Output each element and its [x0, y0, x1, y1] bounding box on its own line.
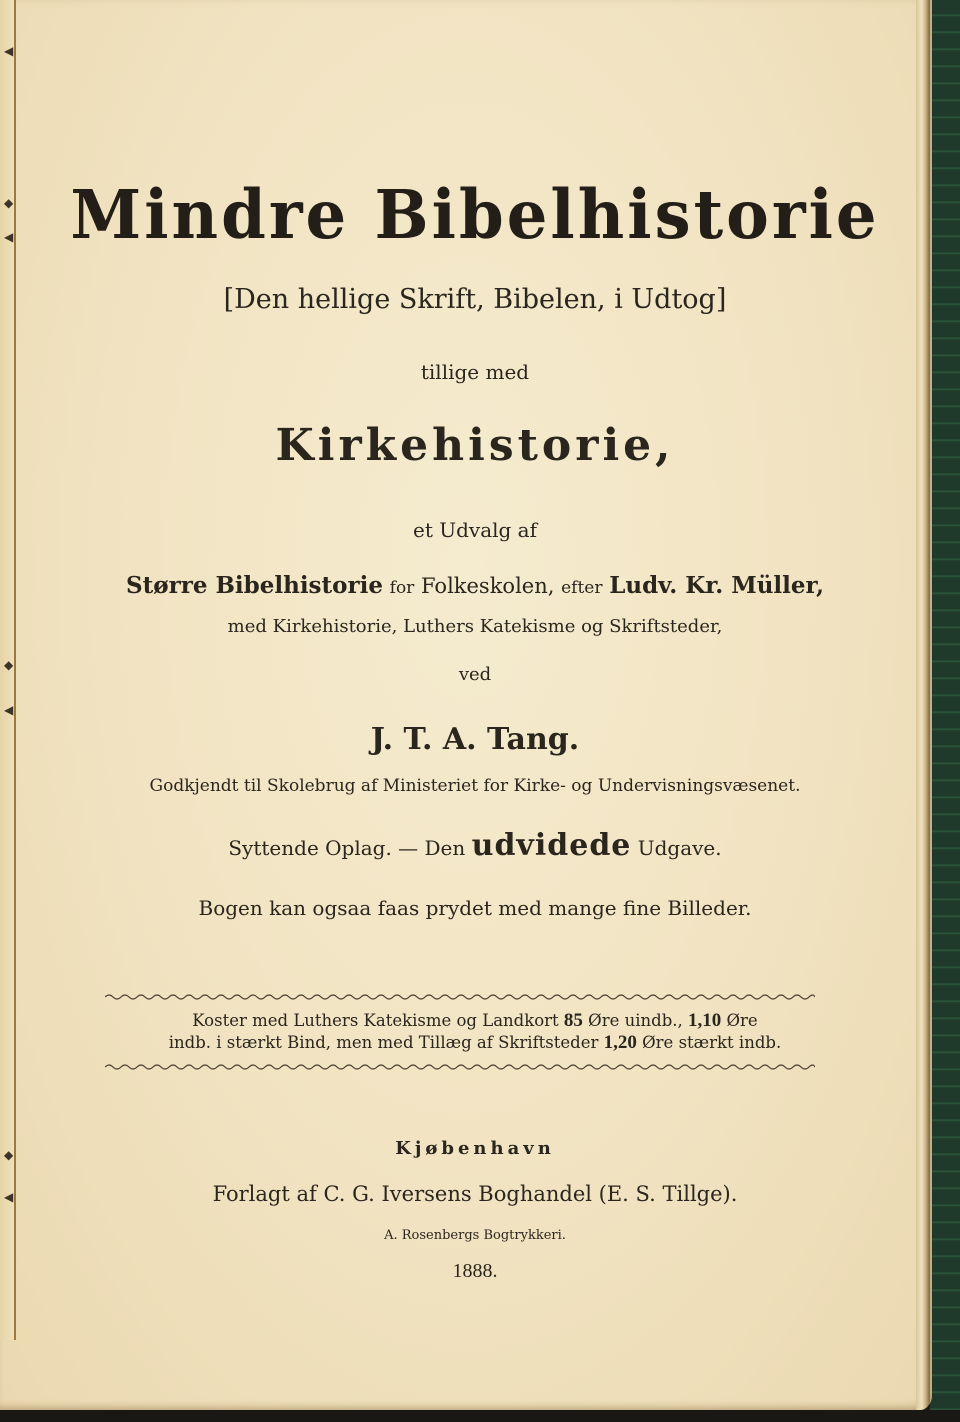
edition-suffix: Udgave.	[637, 836, 722, 860]
price-text: Koster med Luthers Katekisme og Landkort	[192, 1011, 559, 1030]
book-subtitle: [Den hellige Skrift, Bibelen, i Udtog]	[223, 284, 727, 315]
source-line	[40, 572, 910, 599]
source-title: Større Bibelhistorie	[126, 572, 383, 599]
edition-line	[40, 828, 910, 863]
stitch-mark-icon: ◆	[4, 1148, 14, 1162]
price-value: 85	[563, 1010, 583, 1031]
price-box	[40, 1010, 910, 1054]
printer: A. Rosenbergs Bogtrykkeri.	[384, 1228, 566, 1243]
contents-line: med Kirkehistorie, Luthers Katekisme og Skriftsteder,	[227, 616, 723, 637]
edition-emphasis: udvidede	[471, 828, 632, 863]
stitch-mark-icon: ◀	[4, 1190, 14, 1204]
book-cover-bottom	[0, 1410, 960, 1422]
connector-text: tillige med	[420, 360, 530, 384]
publisher: Forlagt af C. G. Iversens Boghandel (E. S. Tillge).	[212, 1182, 738, 1206]
source-for: for	[389, 578, 415, 598]
selection-text: et Udvalg af	[413, 518, 537, 542]
publication-year: 1888.	[452, 1260, 498, 1282]
illustrated-note: Bogen kan ogsaa faas prydet med mange fine Billeder.	[198, 896, 752, 920]
by-text: ved	[458, 664, 492, 685]
approval-note: Godkjendt til Skolebrug af Ministeriet for Kirke- og Undervisningsvæsenet.	[149, 776, 801, 796]
stitch-mark-icon: ◀	[4, 703, 14, 717]
source-after: efter	[561, 578, 603, 598]
wavy-rule-top	[105, 992, 815, 1002]
price-text: Øre	[726, 1011, 758, 1030]
publication-city: Kjøbenhavn	[395, 1138, 555, 1159]
source-audience: Folkeskolen,	[421, 574, 555, 598]
page-edges	[916, 0, 930, 1410]
author-name: J. T. A. Tang.	[370, 722, 580, 757]
book-title: Mindre Bibelhistorie	[70, 176, 880, 255]
wavy-rule-bottom	[105, 1062, 815, 1072]
price-line-1	[40, 1010, 910, 1032]
stitch-mark-icon: ◀	[4, 44, 14, 58]
price-text: Øre uindb.,	[588, 1011, 683, 1030]
stitch-mark-icon: ◆	[4, 196, 14, 210]
stitch-mark-icon: ◆	[4, 658, 14, 672]
secondary-title: Kirkehistorie,	[275, 420, 675, 471]
book-cover-edge	[930, 0, 960, 1422]
price-value: 1,20	[603, 1032, 637, 1053]
source-author: Ludv. Kr. Müller,	[609, 572, 824, 599]
price-text: indb. i stærkt Bind, men med Tillæg af Skriftsteder	[168, 1033, 599, 1052]
price-text: Øre stærkt indb.	[642, 1033, 782, 1052]
edition-prefix: Syttende Oplag. — Den	[228, 836, 466, 860]
stitch-mark-icon: ◀	[4, 230, 14, 244]
price-value: 1,10	[688, 1010, 722, 1031]
price-line-2	[40, 1032, 910, 1054]
